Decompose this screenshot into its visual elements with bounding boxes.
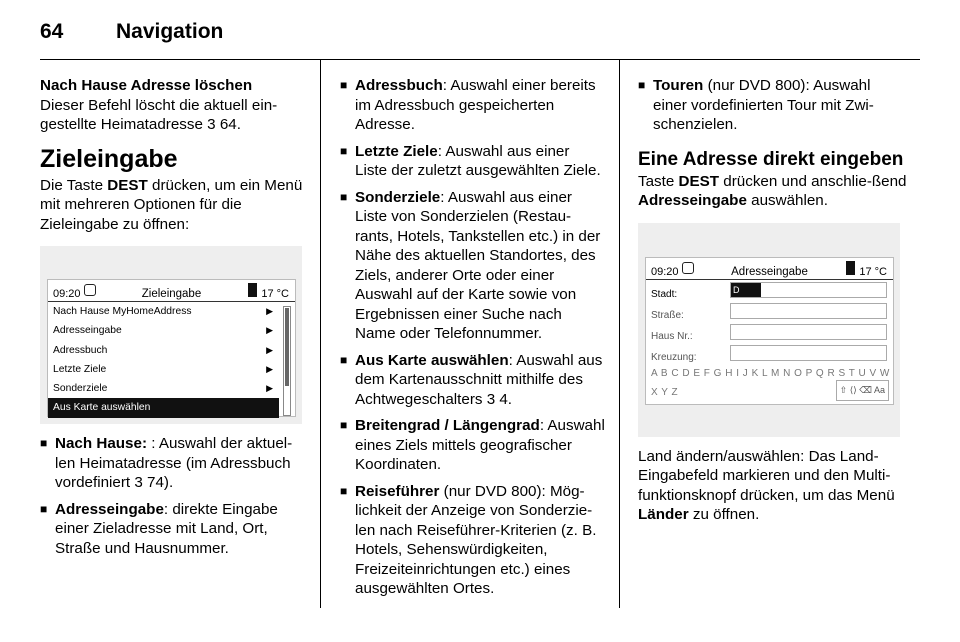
menu-item-home[interactable]: Nach Hause MyHomeAddress ▶ xyxy=(48,302,279,321)
paragraph-enter-address: Taste DEST drücken und anschlie-ßend Adresseingabe auswählen. xyxy=(638,172,907,209)
speller-function-keys[interactable]: ⇧ ⟨⟩ ⌫ Aa xyxy=(836,380,889,402)
bullet-recent-destinations: ■ Letzte Ziele: Auswahl aus einer Liste der zuletzt ausgewählten Ziele. xyxy=(340,142,605,181)
screen-status-bar xyxy=(48,280,295,302)
house-number-input[interactable] xyxy=(730,324,887,340)
menu-item-address-book[interactable]: Adressbuch ▶ xyxy=(48,341,279,360)
column-3 xyxy=(638,76,908,525)
clock-time: 09:20 xyxy=(651,265,679,278)
page-reference: 3 64. xyxy=(207,116,241,133)
column-divider xyxy=(320,60,321,608)
bullet-coordinates: ■ Breitengrad / Längengrad: Auswahl eines Ziels mittels geografischer Koordinaten. xyxy=(340,416,605,475)
menu-item-poi[interactable]: Sonderziele ▶ xyxy=(48,379,279,398)
paragraph-intro: Die Taste DEST drücken, um ein Menü mit mehreren Optionen für die Zieleingabe zu öffnen: xyxy=(40,176,303,233)
arrow-right-icon: ▶ xyxy=(266,306,273,316)
field-crossing[interactable]: Kreuzung: xyxy=(646,343,893,364)
bullet-address-book: ■ Adressbuch: Auswahl einer bereits im Adressbuch gespeicherten Adresse. xyxy=(340,76,605,135)
screen-title: Zieleingabe xyxy=(141,288,202,300)
section-title: Navigation xyxy=(116,20,224,43)
screen-title: Adresseingabe xyxy=(731,265,808,278)
menu-name-countries: Länder xyxy=(638,506,689,523)
display-screen xyxy=(47,279,296,417)
text-cursor: D xyxy=(731,283,761,297)
column-divider xyxy=(619,60,620,608)
bullet-poi: ■ Sonderziele: Auswahl aus einer Liste von Sonderzielen (Restau-rants, Hotels, Tankstellen etc.) in der Nähe des aktuellen Standortes, des Ziels, anderer Orte oder einer Auswahl auf der Karte sowie von Ergebnissen einer Suche nach Name oder Telefonnummer. xyxy=(340,188,605,344)
paragraph-change-country: Land ändern/auswählen: Das Land-Eingabefeld markieren und den Multi-funktionsknopf drücken, um das Menü Länder zu öffnen. xyxy=(638,447,895,523)
scrollbar-thumb[interactable] xyxy=(285,308,289,386)
bullet-travel-guide: ■ Reiseführer (nur DVD 800): Mög-lichkeit der Anzeige von Sonderzie-len nach Reiseführer-Kriterien (z. B. Hotels, Sehenswürdigkeiten, Freizeiteinrichtungen etc.) eines ausgewählten Ortes. xyxy=(340,482,605,599)
subheading-delete-home: Nach Hause Adresse löschen xyxy=(40,77,253,94)
page-header xyxy=(40,18,920,60)
menu-item-address-entry[interactable]: Adresseingabe ▶ xyxy=(48,321,279,340)
temperature: 17 °C xyxy=(859,265,887,278)
clock-time: 09:20 xyxy=(53,288,81,300)
temperature: 17 °C xyxy=(261,288,289,300)
screen-status-bar xyxy=(646,258,893,280)
thermometer-icon xyxy=(846,261,855,275)
field-street[interactable]: Straße: xyxy=(646,301,893,322)
arrow-right-icon: ▶ xyxy=(266,383,273,394)
bullet-address-entry: ■ Adresseingabe: direkte Eingabe einer Zieladresse mit Land, Ort, Straße und Hausnummer. xyxy=(40,500,308,559)
display-screen xyxy=(645,257,894,405)
paragraph-delete-home: Dieser Befehl löscht die aktuell ein-gestellte Heimatadresse 3 64. xyxy=(40,96,278,133)
screenshot-adresseingabe xyxy=(638,223,900,437)
bullet-home: ■ Nach Hause: : Auswahl der aktuel-len Heimatadresse (im Adressbuch vordefiniert 3 74). xyxy=(40,434,308,493)
page-reference: 3 74). xyxy=(134,474,174,491)
heading-zieleingabe: Zieleingabe xyxy=(40,144,178,173)
street-input[interactable] xyxy=(730,303,887,319)
column-1 xyxy=(40,76,308,558)
menu-item-recent[interactable]: Letzte Ziele ▶ xyxy=(48,360,279,379)
arrow-right-icon: ▶ xyxy=(266,344,273,355)
menu-item-map-select[interactable]: Aus Karte auswählen xyxy=(48,398,279,417)
heading-enter-address: Eine Adresse direkt eingeben xyxy=(638,148,904,170)
arrow-right-icon: ▶ xyxy=(266,363,273,374)
key-dest: DEST xyxy=(678,172,720,190)
bullet-map-select: ■ Aus Karte auswählen: Auswahl aus dem Kartenausschnitt mithilfe des Achtwegeschalters 3 4. xyxy=(340,351,605,410)
column-2 xyxy=(340,76,605,599)
key-dest: DEST xyxy=(107,176,148,194)
field-city[interactable]: Stadt: D xyxy=(646,280,893,301)
screenshot-zieleingabe xyxy=(40,246,302,424)
city-input[interactable] xyxy=(730,282,887,298)
crossing-input[interactable] xyxy=(730,345,887,361)
thermometer-icon xyxy=(248,283,257,297)
bullet-tours: ■ Touren (nur DVD 800): Auswahl einer vordefinierten Tour mit Zwi-schenzielen. xyxy=(638,76,908,135)
field-house-number[interactable]: Haus Nr.: xyxy=(646,322,893,343)
speller-alphabet[interactable]: A B C D E F G H I J K L M N O P Q R S T U V W X Y Z xyxy=(651,367,890,398)
page-number: 64 xyxy=(40,20,64,43)
scrollbar[interactable] xyxy=(283,306,291,416)
arrow-right-icon: ▶ xyxy=(266,325,273,336)
